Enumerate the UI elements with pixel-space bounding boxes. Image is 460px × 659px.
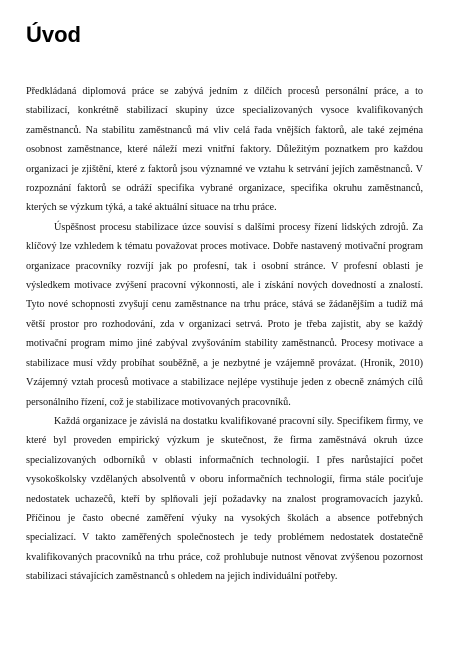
paragraph-motivation: Úspěšnost procesu stabilizace úzce souvisí s dalšími procesy řízení lidských zdrojů. Za klíčový lze vzhledem k tématu považovat proces motivace. Dobře nastavený motivační program organizace pracovníky rozvíjí jak po profesní, tak i osobní stránce. V profesní oblasti je výsledkem motivace zvýšení pracovní výkonnosti, ale i získání nových dovedností a znalostí. Tyto nové schopnosti zvyšují cenu zaměstnance na trhu práce, stává se žádanějším a tudíž má větší prostor pro rozhodování, zda v organizaci setrvá. Proto je třeba zajistit, aby se každý motivační program mimo jiné zabýval zvyšováním stability zaměstnanců. Procesy motivace a stabilizace musí vždy probíhat souběžně, a je nezbytné je vzájemně provázat. (Hronik, 2010) Vzájemný vztah procesů motivace a stabilizace nejlépe vystihuje jeden z obecně známých cílů personálního řízení, což je stabilizace motivovaných pracovníků. — [26, 221, 423, 408]
paragraph-intro: Předkládaná diplomová práce se zabývá jedním z dílčích procesů personální práce, a to stabilizací, konkrétně stabilizací skupiny úzce specializovaných vysoce kvalifikovaných zaměstnanců. Na stabilitu zaměstnanců má vliv celá řada vnějších faktorů, ale také zejména osobnost zaměstnance, které náleží mezi vnitřní faktory. Důležitým poznatkem pro každou organizaci je zjištění, které z faktorů jsou významné ve vztahu k setrvání jejích zaměstnanců. V rozpoznání faktorů se odráží specifika vybrané organizace, specifika okruhu zaměstnanců, kterých se výzkum týká, a také aktuální situace na trhu práce. — [26, 86, 423, 214]
chapter-body — [26, 82, 423, 587]
chapter-heading: Úvod — [26, 22, 81, 47]
paragraph-organization: Každá organizace je závislá na dostatku kvalifikované pracovní síly. Specifikem firmy, ve které byl proveden empirický výzkum je skutečnost, že firma zaměstnává okruh úzce specializovaných odborníků v oblasti informačních technologií. I přes narůstající počet vysokoškolsky vzdělaných absolventů v oboru informačních technologií, firma stále pociťuje nedostatek uchazečů, kteří by splňovali její požadavky na znalost programovacích jazyků. Příčinou je často obecné zaměření výuky na vysokých školách a absence potřebných specializací. V takto zaměřených společnostech je tedy problémem nedostatek dostatečně kvalifikovaných pracovníků na trhu práce, což prohlubuje nutnost věnovat zvýšenou pozornost stabilizaci stávajících zaměstnanců s ohledem na jejich individuální potřeby. — [26, 415, 423, 583]
